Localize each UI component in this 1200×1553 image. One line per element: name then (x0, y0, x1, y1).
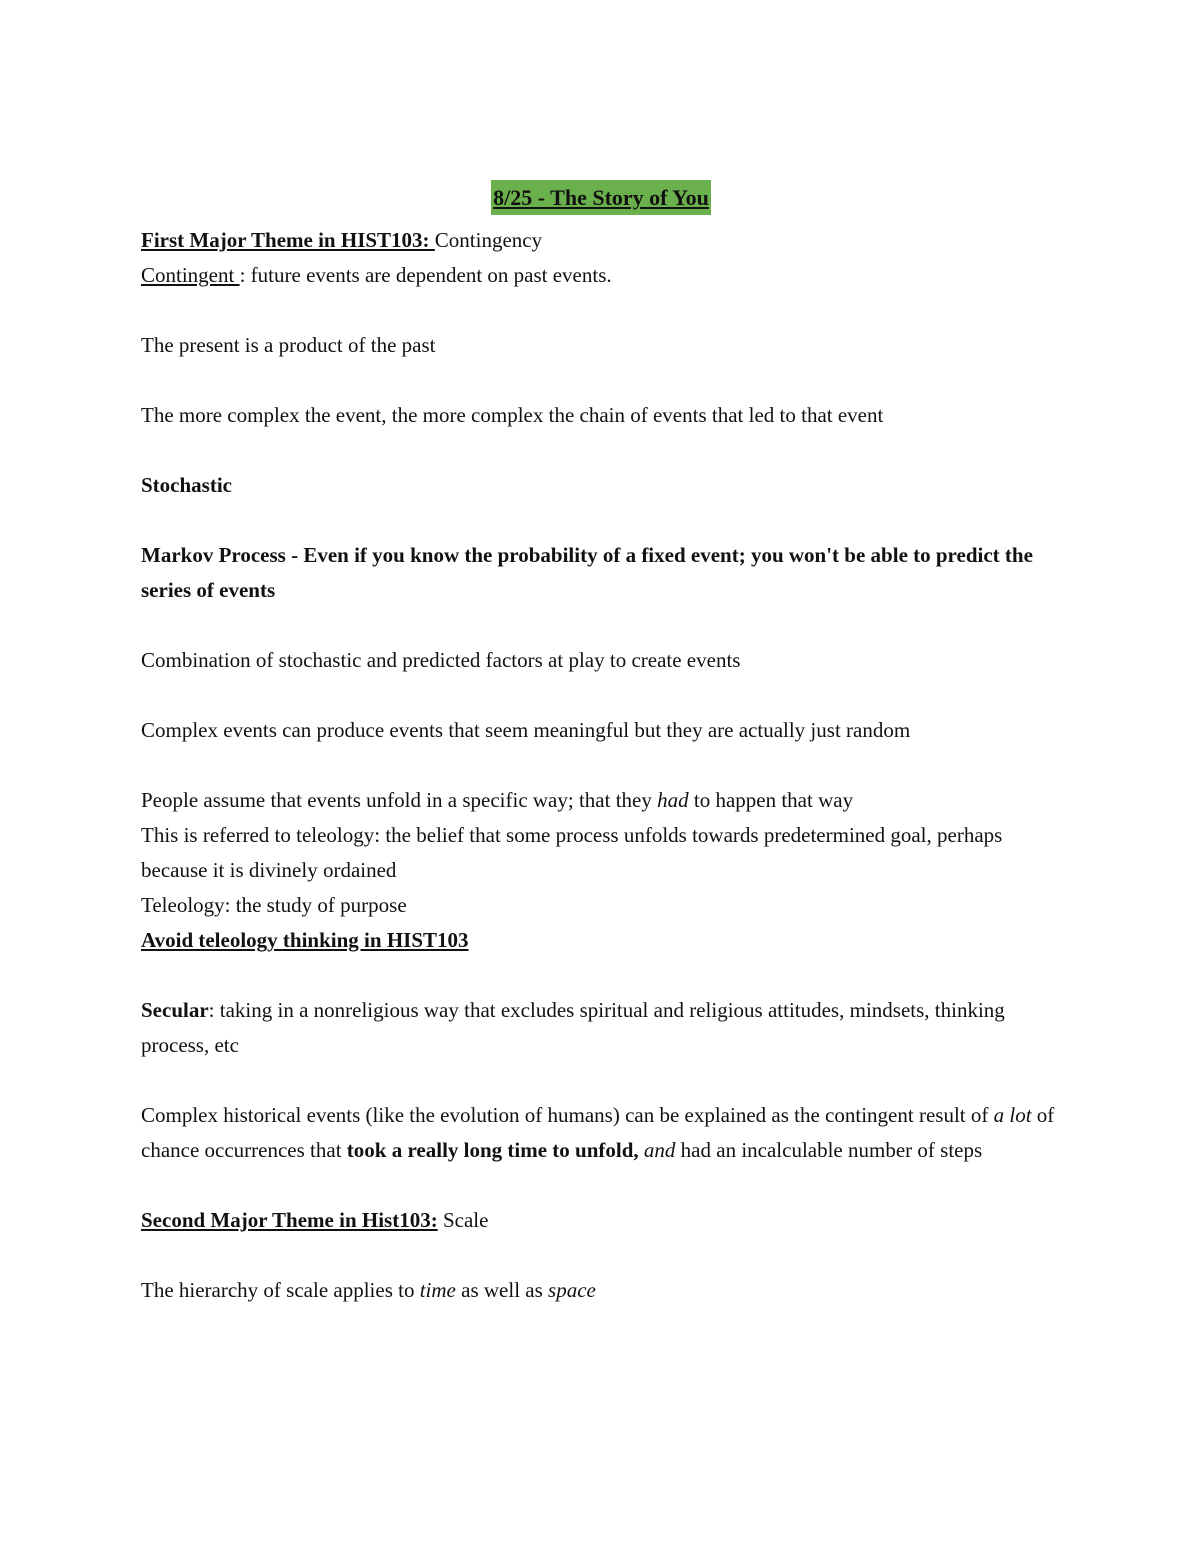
avoid-teleology-line: Avoid teleology thinking in HIST103 (141, 928, 469, 952)
theme2-label: Second Major Theme in Hist103: (141, 1208, 438, 1232)
teleology-definition-line: Teleology: the study of purpose (141, 893, 407, 917)
hierarchy-text-1: The hierarchy of scale applies to (141, 1278, 420, 1302)
secular-definition: : taking in a nonreligious way that excludes spiritual and religious attitudes, mindsets, thinking process, etc (141, 998, 1005, 1057)
complex-hist-text-4: had an incalculable number of steps (675, 1138, 983, 1162)
hierarchy-italic-time: time (419, 1278, 456, 1302)
complex-hist-italic-2: and (643, 1138, 676, 1162)
hierarchy-italic-space: space (548, 1278, 596, 1302)
hierarchy-paragraph (141, 1273, 1061, 1308)
complex-hist-text-2: of chance occurrences that (141, 1103, 1055, 1162)
teleology-reference-paragraph: This is referred to teleology: the belief that some process unfolds towards predetermined goal, perhaps because it is divinely ordained (141, 823, 1003, 882)
theme1-line (141, 223, 1061, 258)
document-body (141, 180, 1061, 1308)
people-assume-line (141, 783, 1061, 818)
spacer (141, 1238, 1061, 1273)
people-assume-text: People assume that events unfold in a specific way; that they (141, 788, 658, 812)
spacer (141, 363, 1061, 398)
theme1-value: Contingency (434, 228, 543, 252)
spacer (141, 293, 1061, 328)
people-assume-italic: had (657, 788, 689, 812)
stochastic-heading: Stochastic (141, 473, 232, 497)
theme2-value: Scale (437, 1208, 489, 1232)
contingent-definition: : future events are dependent on past events. (239, 263, 612, 287)
spacer (141, 958, 1061, 993)
complex-hist-italic-1: a lot (993, 1103, 1032, 1127)
title-line (141, 180, 1061, 215)
spacer (141, 678, 1061, 713)
combination-paragraph: Combination of stochastic and predicted factors at play to create events (141, 648, 741, 672)
complex-historical-paragraph (141, 1098, 1061, 1168)
spacer (141, 748, 1061, 783)
spacer (141, 1063, 1061, 1098)
contingent-term: Contingent (141, 263, 240, 287)
complex-chain-paragraph: The more complex the event, the more complex the chain of events that led to that event (141, 403, 884, 427)
spacer (141, 503, 1061, 538)
theme1-label: First Major Theme in HIST103: (141, 228, 435, 252)
markov-paragraph: Markov Process - Even if you know the probability of a fixed event; you won't be able to predict the series of events (141, 543, 1033, 602)
spacer (141, 433, 1061, 468)
spacer (141, 1168, 1061, 1203)
spacer (141, 608, 1061, 643)
contingent-line (141, 258, 1061, 293)
complex-random-paragraph: Complex events can produce events that seem meaningful but they are actually just random (141, 718, 911, 742)
hierarchy-text-2: as well as (455, 1278, 549, 1302)
complex-hist-text-1: Complex historical events (like the evolution of humans) can be explained as the contingent result of (141, 1103, 994, 1127)
page-title: 8/25 - The Story of You (491, 180, 711, 215)
secular-paragraph (141, 993, 1061, 1063)
secular-term: Secular (141, 998, 209, 1022)
theme2-line (141, 1203, 1061, 1238)
people-assume-text-end: to happen that way (688, 788, 854, 812)
present-paragraph: The present is a product of the past (141, 333, 436, 357)
complex-hist-bold: took a really long time to unfold, (346, 1138, 639, 1162)
